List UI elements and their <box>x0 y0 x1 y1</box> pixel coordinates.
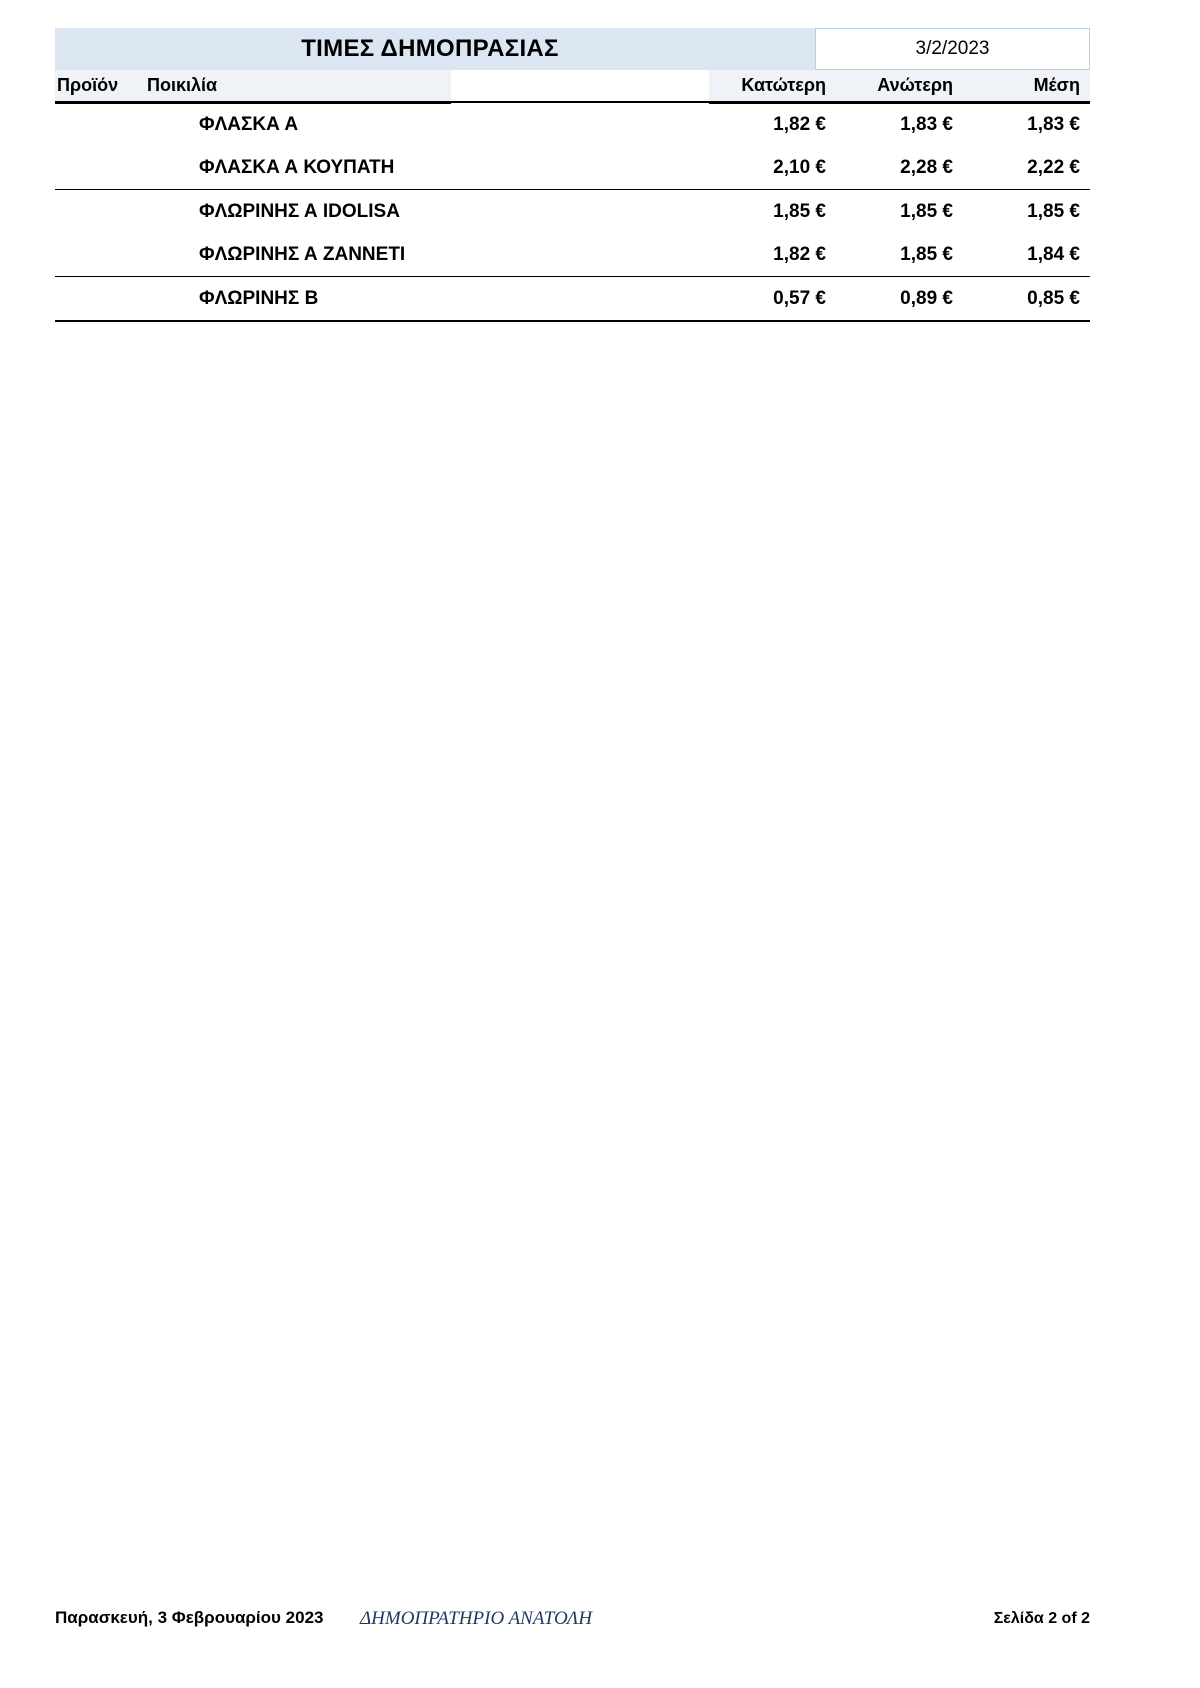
table-row <box>55 146 1090 189</box>
cell-product <box>55 233 141 276</box>
title-row <box>55 28 1090 70</box>
cell-high: 0,89 € <box>900 287 953 309</box>
cell-variety: ΦΛΩΡΙΝΗΣ Α IDOLISA <box>199 200 400 222</box>
column-header-product: Προϊόν <box>55 70 141 104</box>
cell-variety: ΦΛΑΣΚΑ Α ΚΟΥΠΑΤΗ <box>199 156 395 178</box>
document-date: 3/2/2023 <box>815 28 1090 70</box>
footer-organization: ΔΗΜΟΠΡΑΤΗΡΙΟ ΑΝΑΤΟΛΗ <box>360 1608 593 1629</box>
cell-low: 0,57 € <box>773 287 826 309</box>
table-header-row <box>55 70 1090 103</box>
cell-product <box>55 190 141 233</box>
cell-mean: 1,84 € <box>1027 243 1080 265</box>
cell-mean: 1,85 € <box>1027 200 1080 222</box>
cell-low: 1,85 € <box>773 200 826 222</box>
cell-variety: ΦΛΑΣΚΑ Α <box>199 113 299 135</box>
cell-mean: 1,83 € <box>1027 113 1080 135</box>
cell-low: 1,82 € <box>773 113 826 135</box>
column-header-mean: Μέση <box>963 70 1090 104</box>
cell-product <box>55 277 141 320</box>
cell-high: 1,85 € <box>900 243 953 265</box>
footer-date: Παρασκευή, 3 Φεβρουαρίου 2023 <box>55 1608 324 1627</box>
column-header-variety: Ποικιλία <box>141 70 451 104</box>
cell-low: 1,82 € <box>773 243 826 265</box>
cell-product <box>55 146 141 189</box>
cell-high: 1,83 € <box>900 113 953 135</box>
cell-mean: 2,22 € <box>1027 156 1080 178</box>
table-bottom-border <box>55 320 1090 322</box>
column-header-low: Κατώτερη <box>709 70 836 104</box>
page-footer <box>55 1608 1090 1634</box>
column-header-high: Ανώτερη <box>836 70 963 104</box>
table-row <box>55 103 1090 146</box>
cell-low: 2,10 € <box>773 156 826 178</box>
table-row <box>55 276 1090 320</box>
price-sheet <box>55 28 1090 322</box>
cell-high: 2,28 € <box>900 156 953 178</box>
cell-variety: ΦΛΩΡΙΝΗΣ Β <box>199 287 319 309</box>
footer-page-number: Σελίδα 2 of 2 <box>993 1610 1090 1627</box>
document-title: ΤΙΜΕΣ ΔΗΜΟΠΡΑΣΙΑΣ <box>301 35 559 62</box>
cell-variety: ΦΛΩΡΙΝΗΣ Α ZANNETI <box>199 243 406 265</box>
table-row <box>55 233 1090 276</box>
column-header-spacer <box>451 70 709 101</box>
table-row <box>55 189 1090 233</box>
cell-high: 1,85 € <box>900 200 953 222</box>
cell-mean: 0,85 € <box>1027 287 1080 309</box>
cell-product <box>55 103 141 146</box>
